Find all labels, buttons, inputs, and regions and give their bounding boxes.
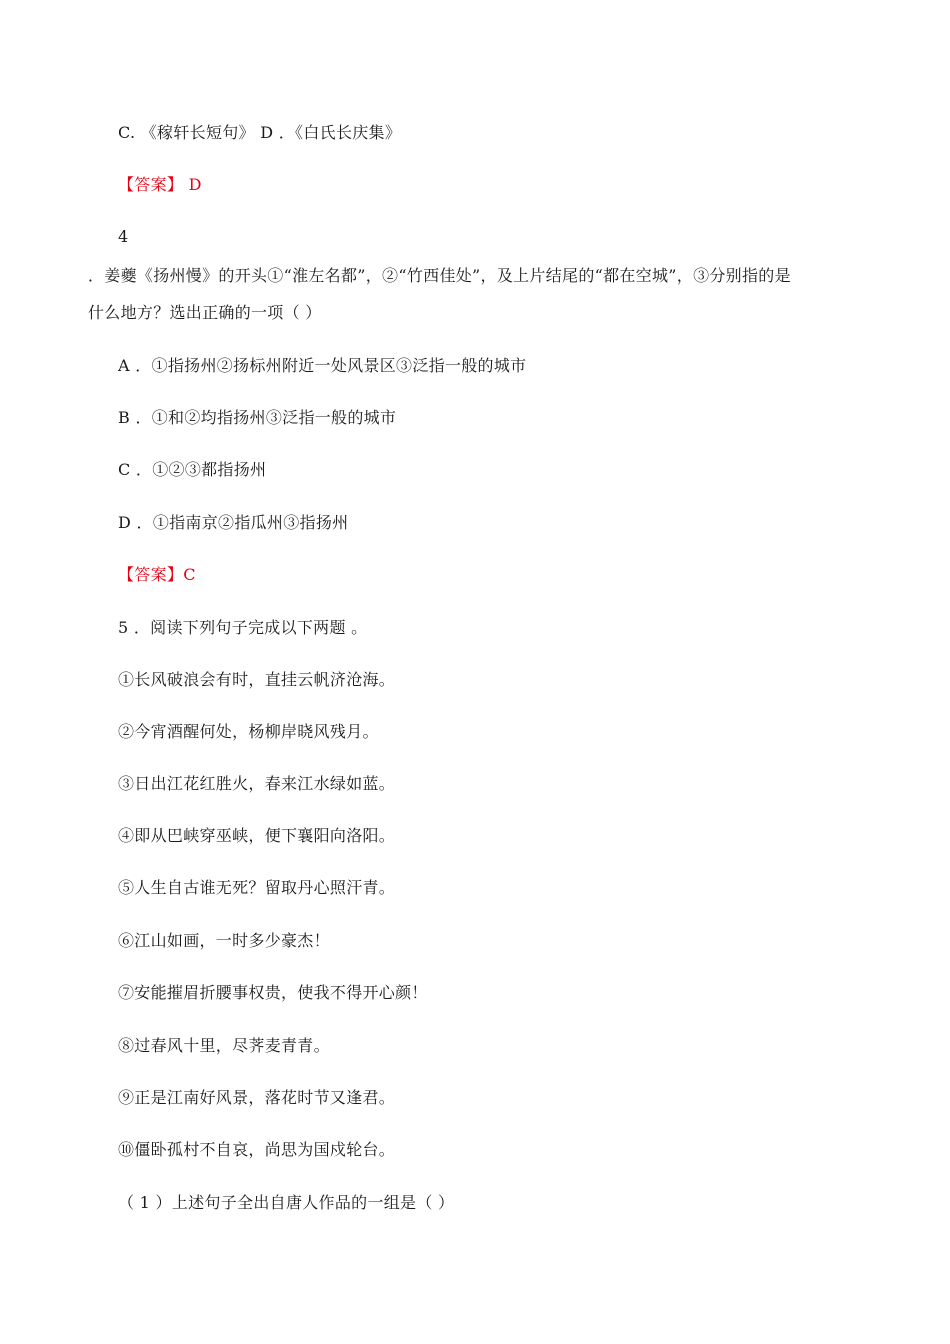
q4-stem-line1: ．姜夔《扬州慢》的开头①“淮左名都”，②“竹西佳处”，及上片结尾的“都在空城”，③分别指的是: [88, 266, 791, 285]
q5-sentence: ③日出江花红胜火，春来江水绿如蓝。: [118, 774, 396, 793]
q5-sentence: ②今宵酒醒何处，杨柳岸晓风残月。: [118, 722, 379, 741]
answer-value: D: [183, 175, 202, 194]
answer-value: C: [183, 565, 196, 584]
q4-answer: [118, 564, 196, 586]
q5-sentence: ⑤人生自古谁无死？留取丹心照汗青。: [118, 878, 396, 897]
q4-option-b: B ．①和②均指扬州③泛指一般的城市: [118, 408, 397, 427]
q4-option-a: A ．①指扬州②扬标州附近一处风景区③泛指一般的城市: [118, 356, 527, 375]
q5-sentence: ⑦安能摧眉折腰事权贵，使我不得开心颜！: [118, 983, 428, 1002]
q5-sub1: （ 1 ）上述句子全出自唐人作品的一组是（ ）: [118, 1193, 455, 1212]
q5-sentence: ⑩僵卧孤村不自哀，尚思为国戍轮台。: [118, 1140, 396, 1159]
answer-label: 【答案】: [118, 565, 184, 584]
q4-option-c: C ．①②③都指扬州: [118, 460, 267, 479]
q5-sentence: ⑥江山如画，一时多少豪杰！: [118, 931, 330, 950]
q4-stem-line2: 什么地方？选出正确的一项（ ）: [88, 303, 322, 322]
q5-sentence: ⑧过春风十里，尽荠麦青青。: [118, 1036, 330, 1055]
q4-option-d: D ．①指南京②指瓜州③指扬州: [118, 513, 349, 532]
q5-sentence: ⑨正是江南好风景，落花时节又逢君。: [118, 1088, 396, 1107]
q3-options-cd: C. 《稼轩长短句》 D ．《白氏长庆集》: [118, 123, 402, 142]
q5-sentence: ①长风破浪会有时，直挂云帆济沧海。: [118, 670, 396, 689]
q5-stem: 5 ．阅读下列句子完成以下两题 。: [118, 618, 368, 637]
q5-sentence: ④即从巴峡穿巫峡，便下襄阳向洛阳。: [118, 826, 396, 845]
answer-label: 【答案】: [118, 175, 184, 194]
q3-answer: [118, 174, 202, 196]
q4-number: 4: [118, 227, 129, 246]
